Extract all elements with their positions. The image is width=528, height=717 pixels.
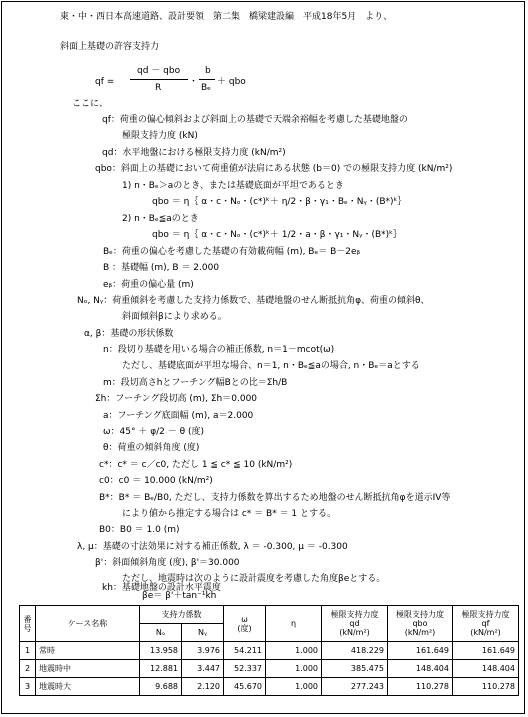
table-header-row	[20, 606, 519, 624]
text-line: B ：基礎幅 (m), B ＝ 2.000	[103, 263, 220, 273]
header-qbo: 極限支持力度 qbo (kN/m²)	[388, 606, 453, 642]
cell-qbo: 110.278	[388, 678, 453, 696]
text-line: 1) n・Bₑ＞aのとき、または基礎底面が平坦であるとき	[122, 181, 344, 191]
cell-qf: 110.278	[453, 678, 519, 696]
text-line: 斜面傾斜βにより求める。	[122, 312, 227, 322]
text-line: 2) n・Bₑ≦aのとき	[122, 214, 199, 224]
text-line: qd：水平地盤における極限支持力度 (kN/m²)	[102, 148, 286, 158]
text-line: β'：斜面傾斜角度 (度), β'＝30.000	[95, 558, 240, 568]
text-line: βe＝ β'＋tan⁻¹kh	[142, 591, 217, 601]
formula-tail: ＋ qbo	[217, 77, 246, 87]
text-line: B*：B* ＝ Bₑ/B0, ただし、支持力係数を算出するため地盤のせん断抵抗角φを道示IV等	[99, 493, 451, 503]
cell-no: 1	[20, 642, 36, 660]
cell-nc: 12.881	[140, 660, 182, 678]
formula-denominator-1: R	[155, 83, 162, 93]
source-reference: 東・中・西日本高速道路、設計要領 第二集 橋梁建設編 平成18年5月 より、	[60, 12, 393, 22]
text-line: c0：c0 ＝ 10.000 (kN/m²)	[99, 476, 213, 486]
text-line: ω：45° ＋ φ/2 － θ (度)	[103, 427, 205, 437]
text-line: qbo：斜面上の基礎において荷重値が法肩にある状態 (b＝0) での極限支持力度 (kN/m²)	[95, 164, 453, 174]
text-line: qbo ＝ η｛ α・c・Nₒ・(c*)ᵏ＋ 1/2・a・β・γ₁・Nᵧ・(B*)ᵏ｝	[152, 230, 403, 240]
cell-qbo: 148.404	[388, 660, 453, 678]
results-table	[19, 605, 519, 696]
fraction-bar-1	[130, 79, 188, 80]
cell-eta: 1.000	[266, 660, 322, 678]
header-qf: 極限支持力度 qf (kN/m²)	[453, 606, 519, 642]
header-ny: Nᵧ	[182, 624, 224, 642]
cell-qd: 385.475	[322, 660, 388, 678]
table-row	[20, 678, 519, 696]
table-row	[20, 660, 519, 678]
header-nc: Nₒ	[140, 624, 182, 642]
text-line: により値から推定する場合は c* ＝ B* ＝ 1 とする。	[122, 509, 337, 519]
header-case: ケース名称	[36, 606, 140, 642]
cell-ny: 2.120	[182, 678, 224, 696]
header-no: 番号	[20, 606, 36, 642]
text-line: ただし、基礎底面が平坦な場合、n＝1, n・Bₑ≦aの場合, n・Bₑ＝aとする	[122, 361, 420, 371]
text-line: B0：B0 ＝ 1.0 (m)	[99, 525, 180, 535]
cell-nc: 9.688	[140, 678, 182, 696]
cell-qf: 161.649	[453, 642, 519, 660]
text-line: qbo ＝ η｛ α・c・Nₒ・(c*)ᵏ＋ η/2・β・γ₁・Bₑ・Nᵧ・(B*)ᵏ｝	[152, 197, 407, 207]
cell-case: 地震時中	[36, 660, 140, 678]
cell-qbo: 161.649	[388, 642, 453, 660]
text-line: c*：c* ＝ c／c0, ただし 1 ≦ c* ≦ 10 (kN/m²)	[99, 460, 293, 470]
text-line: m：段切高さhとフーチング幅Bとの比＝Σh/B	[103, 378, 288, 388]
text-line: ここに、	[72, 99, 109, 109]
text-line: λ, μ：基礎の寸法効果に対する補正係数, λ ＝ -0.300, μ ＝ -0.300	[77, 542, 348, 552]
text-line: θ：荷重の傾斜角度 (度)	[103, 443, 200, 453]
text-line-last: kh：基礎地盤の設計水平震度	[102, 583, 221, 593]
fraction-bar-2	[199, 79, 215, 80]
formula-dot: ・	[189, 77, 199, 87]
cell-ny: 3.447	[182, 660, 224, 678]
text-line: qf：荷重の偏心傾斜および斜面上の基礎で天端余裕幅を考慮した基礎地盤の	[102, 115, 408, 125]
section-title: 斜面上基礎の許容支持力	[60, 42, 160, 52]
cell-nc: 13.958	[140, 642, 182, 660]
header-coef: 支持力係数	[140, 606, 224, 624]
cell-omega: 45.670	[224, 678, 266, 696]
cell-qd: 277.243	[322, 678, 388, 696]
text-line: eᵦ：荷重の偏心量 (m)	[103, 280, 194, 290]
table-row	[20, 642, 519, 660]
formula-denominator-2: Bₑ	[201, 83, 211, 93]
header-qd: 極限支持力度 qd (kN/m²)	[322, 606, 388, 642]
cell-case: 地震時大	[36, 678, 140, 696]
header-eta: η	[266, 606, 322, 642]
cell-omega: 54.211	[224, 642, 266, 660]
formula-numerator-1: qd － qbo	[137, 66, 181, 76]
cell-eta: 1.000	[266, 642, 322, 660]
cell-no: 3	[20, 678, 36, 696]
cell-eta: 1.000	[266, 678, 322, 696]
cell-qd: 418.229	[322, 642, 388, 660]
text-line: n：段切り基礎を用いる場合の補正係数, n＝1－mcot(ω)	[103, 345, 335, 355]
cell-qf: 148.404	[453, 660, 519, 678]
cell-case: 常時	[36, 642, 140, 660]
cell-omega: 52.337	[224, 660, 266, 678]
cell-no: 2	[20, 660, 36, 678]
formula-lhs: qf =	[95, 77, 115, 87]
text-line: Nₒ, Nᵧ：荷重傾斜を考慮した支持力係数で、基礎地盤のせん断抵抗角φ、荷重の傾斜θ、	[77, 296, 430, 306]
text-line: 極限支持力度 (kN)	[122, 131, 198, 141]
text-line: ただし、地震時は次のように設計震度を考慮した角度βeとする。	[122, 574, 386, 584]
formula-numerator-2: b	[205, 66, 211, 76]
cell-ny: 3.976	[182, 642, 224, 660]
text-line: Σh：フーチング段切高 (m), Σh＝0.000	[95, 394, 258, 404]
text-line: Bₑ：荷重の偏心を考慮した基礎の有効載荷幅 (m), Bₑ＝ B－2eᵦ	[103, 247, 361, 257]
header-omega: ω (度)	[224, 606, 266, 642]
text-line: α, β：基礎の形状係数	[84, 329, 174, 339]
text-line: a：フーチング底面幅 (m), a＝2.000	[103, 411, 254, 421]
